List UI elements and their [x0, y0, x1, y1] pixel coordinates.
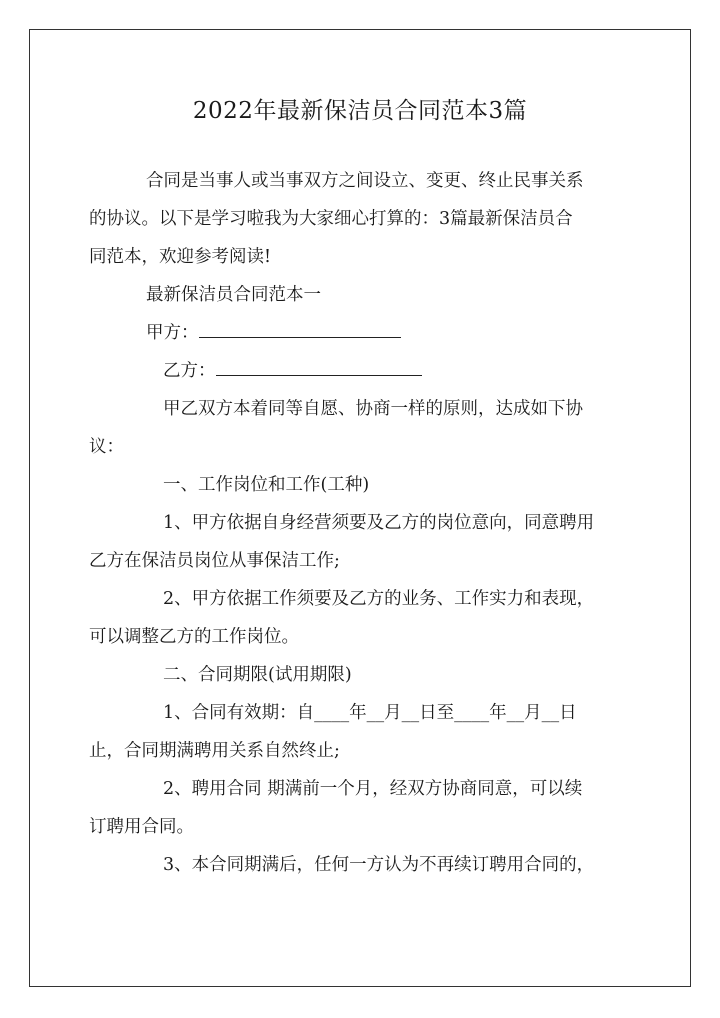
section-heading: 二、合同期限(试用期限): [163, 665, 352, 685]
paragraph-line: 议：: [89, 437, 124, 457]
paragraph-line: 可以调整乙方的工作岗位。: [89, 627, 299, 647]
paragraph-line: 1、合同有效期：自____年__月__日至____年__月__日: [163, 703, 577, 723]
party-a-blank: [199, 336, 401, 338]
paragraph-line: 3、本合同期满后，任何一方认为不再续订聘用合同的，: [163, 855, 595, 875]
document-title: 2022年最新保洁员合同范本3篇: [192, 98, 528, 124]
section-heading: 最新保洁员合同范本一: [146, 285, 321, 305]
paragraph-line: 乙方在保洁员岗位从事保洁工作;: [89, 551, 340, 571]
paragraph-line: 1、甲方依据自身经营须要及乙方的岗位意向，同意聘用: [163, 513, 595, 533]
paragraph-line: 甲乙双方本着同等自愿、协商一样的原则，达成如下协: [163, 399, 583, 419]
paragraph-line: 止，合同期满聘用关系自然终止;: [89, 741, 340, 761]
paragraph-line: 2、甲方依据工作须要及乙方的业务、工作实力和表现，: [163, 589, 595, 609]
party-b-label: [163, 363, 422, 381]
party-b-text: 乙方：: [163, 361, 216, 381]
paragraph-line: 2、聘用合同 期满前一个月，经双方协商同意，可以续: [163, 779, 583, 799]
paragraph-line: 同范本，欢迎参考阅读!: [89, 247, 272, 267]
section-heading: 一、工作岗位和工作(工种): [163, 475, 370, 495]
party-a-text: 甲方：: [146, 323, 199, 343]
paragraph-line: 订聘用合同。: [89, 817, 194, 837]
paragraph-line: 的协议。以下是学习啦我为大家细心打算的：3篇最新保洁员合: [89, 209, 573, 229]
party-b-blank: [216, 374, 422, 376]
party-a-label: [146, 325, 401, 343]
paragraph-line: 合同是当事人或当事双方之间设立、变更、终止民事关系: [146, 171, 584, 191]
